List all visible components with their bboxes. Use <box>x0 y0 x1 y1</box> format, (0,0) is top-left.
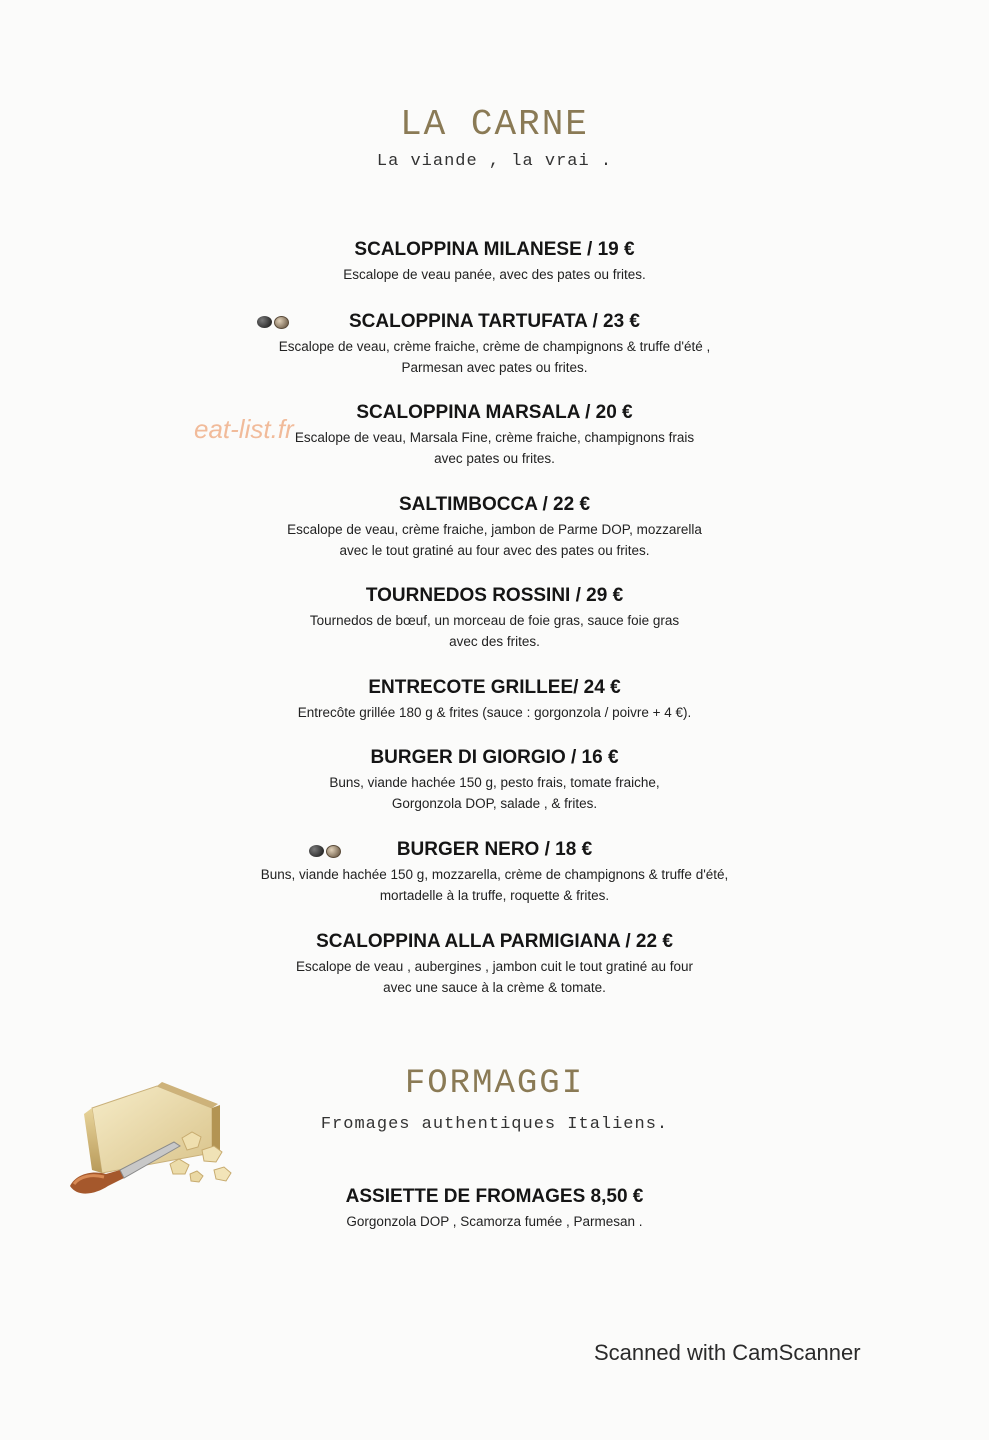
menu-item-saltimbocca <box>0 493 989 561</box>
menu-item-name: ASSIETTE DE FROMAGES 8,50 € <box>345 1186 644 1207</box>
section-title-formaggi: FORMAGGI <box>404 1065 585 1103</box>
menu-item-entrecote-grillee <box>0 676 989 723</box>
camscanner-watermark: Scanned with CamScanner <box>594 1340 861 1365</box>
menu-item-desc-line: Escalope de veau panée, avec des pates ou frites. <box>343 267 646 282</box>
menu-item-desc-line: mortadelle à la truffe, roquette & frites. <box>379 888 610 903</box>
menu-item-scaloppina-tartufata <box>0 310 989 378</box>
watermark: eat-list.fr <box>194 414 294 444</box>
section-subtitle-formaggi: Fromages authentiques Italiens. <box>320 1115 669 1134</box>
menu-item-burger-nero <box>0 838 989 906</box>
menu-item-name: SCALOPPINA MARSALA / 20 € <box>356 402 633 423</box>
menu-item-desc-line: Entrecôte grillée 180 g & frites (sauce : gorgonzola / poivre + 4 €). <box>297 705 692 720</box>
menu-item-desc-line: Parmesan avec pates ou frites. <box>401 360 588 375</box>
menu-item-name: SCALOPPINA TARTUFATA / 23 € <box>348 311 640 332</box>
menu-item-desc-line: Escalope de veau, crème fraiche, jambon de Parme DOP, mozzarella <box>287 522 702 537</box>
menu-item-desc-line: avec des frites. <box>449 634 540 649</box>
menu-item-name: SCALOPPINA ALLA PARMIGIANA / 22 € <box>316 931 673 952</box>
menu-item-desc-line: Gorgonzola DOP , Scamorza fumée , Parmesan . <box>346 1214 643 1229</box>
menu-item-name: TOURNEDOS ROSSINI / 29 € <box>365 585 624 606</box>
menu-item-name: BURGER DI GIORGIO / 16 € <box>370 747 619 768</box>
menu-item-name: SALTIMBOCCA / 22 € <box>398 494 591 515</box>
section-subtitle-carne: La viande , la vrai . <box>376 152 613 171</box>
menu-item-name: ENTRECOTE GRILLEE/ 24 € <box>368 677 621 698</box>
menu-item-desc-line: Escalope de veau , aubergines , jambon cuit le tout gratiné au four <box>295 959 693 974</box>
menu-item-tournedos-rossini <box>0 584 989 652</box>
menu-item-name: BURGER NERO / 18 € <box>396 839 593 860</box>
menu-item-scaloppina-milanese <box>0 238 989 285</box>
menu-item-desc-line: avec une sauce à la crème & tomate. <box>383 980 606 995</box>
menu-item-scaloppina-alla-parmigiana <box>0 930 989 998</box>
menu-item-desc-line: Escalope de veau, crème fraiche, crème de champignons & truffe d'été , <box>278 339 711 354</box>
menu-item-desc-line: Tournedos de bœuf, un morceau de foie gras, sauce foie gras <box>309 613 680 628</box>
menu-item-burger-di-giorgio <box>0 746 989 814</box>
menu-item-desc-line: Escalope de veau, Marsala Fine, crème fraiche, champignons frais <box>294 430 695 445</box>
menu-item-assiette-de-fromages <box>0 1185 989 1232</box>
section-title-carne: LA CARNE <box>400 104 589 145</box>
menu-item-desc-line: Buns, viande hachée 150 g, mozzarella, crème de champignons & truffe d'été, <box>260 867 729 882</box>
menu-item-desc-line: avec le tout gratiné au four avec des pates ou frites. <box>339 543 650 558</box>
menu-item-desc-line: Gorgonzola DOP, salade , & frites. <box>391 796 598 811</box>
menu-item-name: SCALOPPINA MILANESE / 19 € <box>354 239 635 260</box>
menu-item-scaloppina-marsala <box>0 401 989 469</box>
menu-item-desc-line: Buns, viande hachée 150 g, pesto frais, tomate fraiche, <box>329 775 660 790</box>
menu-item-desc-line: avec pates ou frites. <box>434 451 555 466</box>
